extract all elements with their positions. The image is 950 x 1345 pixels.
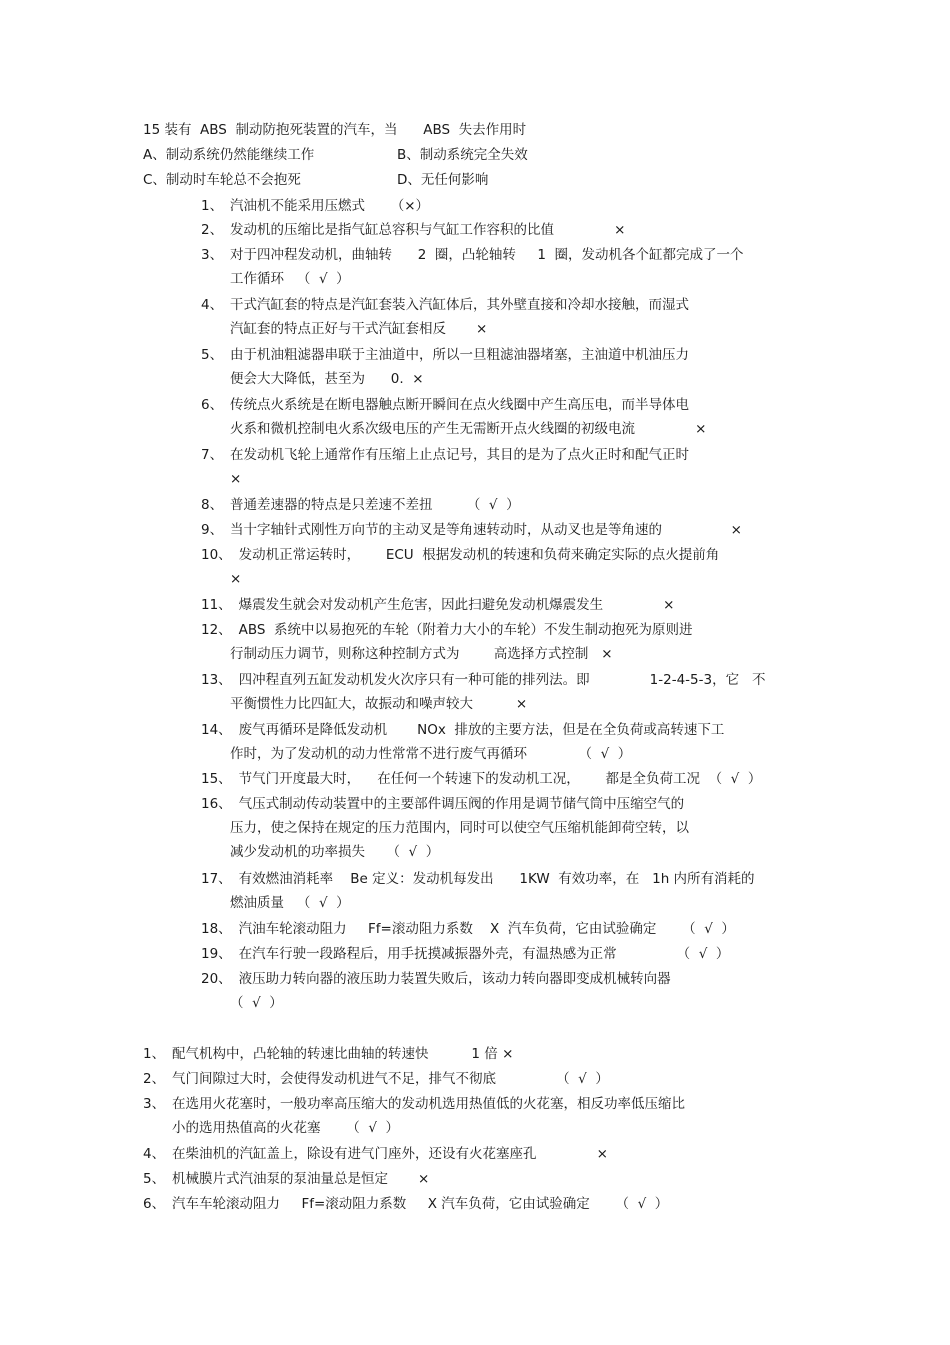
item-text-line: 传统点火系统是在断电器触点断开瞬间在点火线圈中产生高压电，而半导体电 [230, 397, 689, 413]
item-text-line: 作时，为了发动机的动力性常常不进行废气再循环 （ √ ） [230, 746, 632, 762]
item-number: 6、 [143, 1196, 166, 1212]
q15-option-a: A、制动系统仍然能继续工作 [143, 147, 315, 163]
item-number: 5、 [143, 1171, 166, 1187]
item-number: 16、 [201, 796, 232, 812]
item-text-line: 配气机构中，凸轮轴的转速比曲轴的转速快 1 倍 × [172, 1046, 514, 1062]
item-text-line: 对于四冲程发动机，曲轴转 2 圈，凸轮轴转 1 圈，发动机各个缸都完成了一个 [230, 247, 744, 263]
item-number: 2、 [143, 1071, 166, 1087]
item-text-line: 由于机油粗滤器串联于主油道中，所以一旦粗滤油器堵塞，主油道中机油压力 [230, 347, 689, 363]
item-number: 8、 [201, 497, 224, 513]
item-number: 2、 [201, 222, 224, 238]
item-text-line: 在发动机飞轮上通常作有压缩上止点记号，其目的是为了点火正时和配气正时 [230, 447, 689, 463]
item-text-line: 在柴油机的汽缸盖上，除设有进气门座外，还设有火花塞座孔 × [172, 1146, 608, 1162]
item-number: 4、 [201, 297, 224, 313]
item-text-line: 汽油车轮滚动阻力 Ff=滚动阻力系数 X 汽车负荷，它由试验确定 （ √ ） [230, 921, 735, 937]
item-number: 13、 [201, 672, 232, 688]
item-text-line: 火系和微机控制电火系次级电压的产生无需断开点火线圈的初级电流 × [230, 421, 707, 437]
item-text-line: 汽缸套的特点正好与干式汽缸套相反 × [230, 321, 488, 337]
item-number: 4、 [143, 1146, 166, 1162]
item-number: 9、 [201, 522, 224, 538]
item-text-line: 机械膜片式汽油泵的泵油量总是恒定 × [172, 1171, 430, 1187]
item-text-line: 干式汽缸套的特点是汽缸套装入汽缸体后，其外壁直接和冷却水接触，而湿式 [230, 297, 689, 313]
item-number: 3、 [201, 247, 224, 263]
item-text-line: 液压助力转向器的液压助力装置失败后，该动力转向器即变成机械转向器 [230, 971, 671, 987]
item-text-line: 当十字轴针式刚性万向节的主动叉是等角速转动时，从动叉也是等角速的 × [230, 522, 742, 538]
item-number: 14、 [201, 722, 232, 738]
item-number: 6、 [201, 397, 224, 413]
item-number: 12、 [201, 622, 232, 638]
item-number: 7、 [201, 447, 224, 463]
item-text-line: 废气再循环是降低发动机 NOx 排放的主要方法，但是在全负荷或高转速下工 [230, 722, 725, 738]
item-text-line: × [230, 571, 242, 587]
item-number: 17、 [201, 871, 232, 887]
item-text-line: （ √ ） [230, 995, 283, 1011]
item-text-line: 发动机的压缩比是指气缸总容积与气缸工作容积的比值 × [230, 222, 626, 238]
item-text-line: 在选用火花塞时，一般功率高压缩大的发动机选用热值低的火花塞，相反功率低压缩比 [172, 1096, 685, 1112]
item-number: 3、 [143, 1096, 166, 1112]
item-text-line: 四冲程直列五缸发动机发火次序只有一种可能的排列法。即 1-2-4-5-3，它 不 [230, 672, 766, 688]
item-text-line: 汽油机不能采用压燃式 （×） [230, 198, 430, 214]
q15-stem: 15 装有 ABS 制动防抱死装置的汽车，当 ABS 失去作用时 [143, 122, 527, 138]
item-text-line: 有效燃油消耗率 Be 定义：发动机每发出 1KW 有效功率，在 1h 内所有消耗的 [230, 871, 755, 887]
item-text-line: 便会大大降低，甚至为 0. × [230, 371, 424, 387]
item-text-line: 汽车车轮滚动阻力 Ff=滚动阻力系数 X 汽车负荷，它由试验确定 （ √ ） [172, 1196, 669, 1212]
item-text-line: 平衡惯性力比四缸大，故振动和噪声较大 × [230, 696, 528, 712]
item-number: 5、 [201, 347, 224, 363]
item-number: 1、 [201, 198, 224, 214]
item-text-line: 普通差速器的特点是只差速不差扭 （ √ ） [230, 497, 520, 513]
item-text-line: 工作循环 （ √ ） [230, 271, 350, 287]
item-number: 19、 [201, 946, 232, 962]
item-text-line: 气压式制动传动装置中的主要部件调压阀的作用是调节储气筒中压缩空气的 [230, 796, 685, 812]
item-number: 10、 [201, 547, 232, 563]
q15-option-b: B、制动系统完全失效 [397, 147, 528, 163]
item-text-line: ABS 系统中以易抱死的车轮（附着力大小的车轮）不发生制动抱死为原则进 [230, 622, 693, 638]
item-number: 20、 [201, 971, 232, 987]
item-text-line: 气门间隙过大时，会使得发动机进气不足，排气不彻底 （ √ ） [172, 1071, 609, 1087]
item-text-line: 爆震发生就会对发动机产生危害，因此扫避免发动机爆震发生 × [230, 597, 675, 613]
item-number: 18、 [201, 921, 232, 937]
q15-option-d: D、无任何影响 [397, 172, 489, 188]
item-text-line: 压力，使之保持在规定的压力范围内，同时可以使空气压缩机能卸荷空转，以 [230, 820, 689, 836]
item-text-line: 节气门开度最大时， 在任何一个转速下的发动机工况， 都是全负荷工况 （ √ ） [230, 771, 762, 787]
item-number: 11、 [201, 597, 232, 613]
item-text-line: 发动机正常运转时， ECU 根据发动机的转速和负荷来确定实际的点火提前角 [230, 547, 720, 563]
item-text-line: × [230, 471, 242, 487]
item-text-line: 减少发动机的功率损失 （ √ ） [230, 844, 440, 860]
item-number: 1、 [143, 1046, 166, 1062]
q15-option-c: C、制动时车轮总不会抱死 [143, 172, 301, 188]
item-text-line: 行制动压力调节，则称这种控制方式为 高选择方式控制 × [230, 646, 613, 662]
item-number: 15、 [201, 771, 232, 787]
item-text-line: 燃油质量 （ √ ） [230, 895, 350, 911]
item-text-line: 小的选用热值高的火花塞 （ √ ） [172, 1120, 400, 1136]
item-text-line: 在汽车行驶一段路程后，用手抚摸减振器外壳，有温热感为正常 （ √ ） [230, 946, 730, 962]
